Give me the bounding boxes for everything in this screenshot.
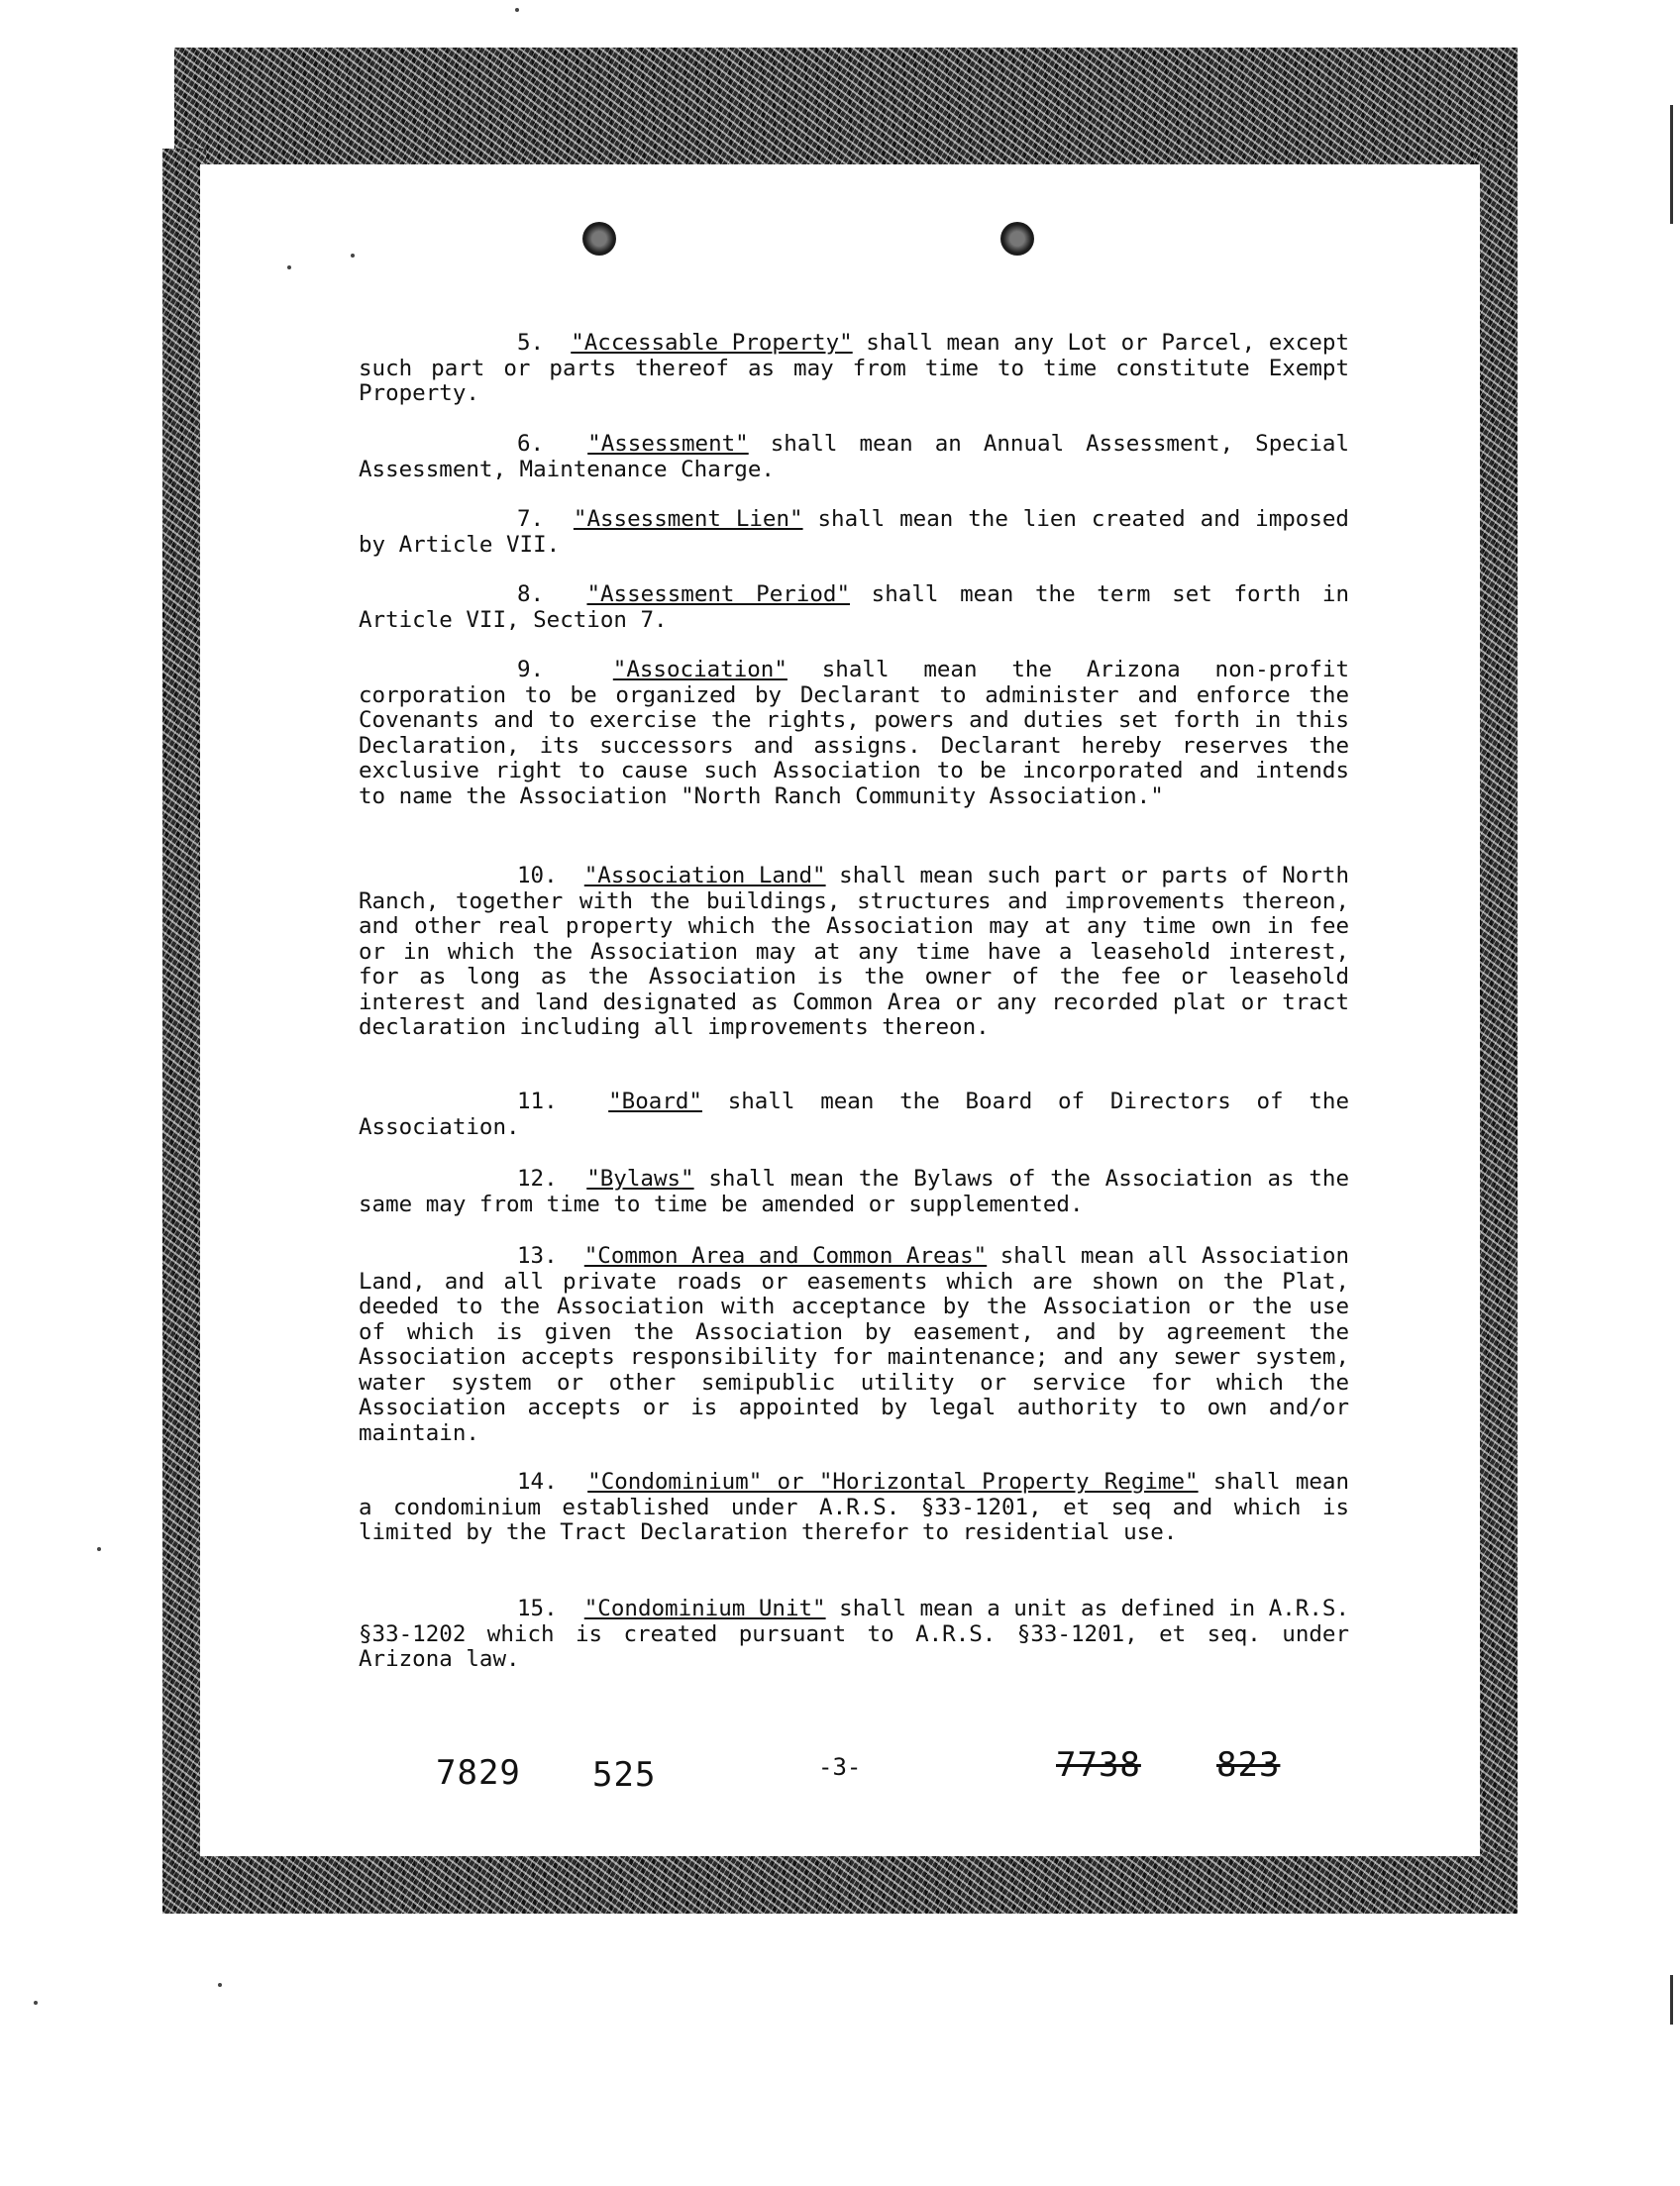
definition-number: 14. <box>517 1469 558 1495</box>
definition-number: 10. <box>517 863 558 888</box>
definition-text: shall mean the Arizona non-profit corporation to be organized by Declarant to administer and enforce the Covenants and to exercise the rights, powers and duties set forth in this Declaration, its successors and assigns. Declarant hereby reserves the exclusive right to cause such Association to be incorporated and intends to name the Association "North Ranch Community Association." <box>359 657 1349 809</box>
recording-book-number: 7829 <box>436 1753 521 1793</box>
definition-text: shall mean an Annual Assessment, Special Assessment, Maintenance Charge. <box>359 431 1349 482</box>
definition-number: 9. <box>517 657 545 682</box>
definition-term: "Bylaws" <box>586 1166 694 1192</box>
scan-speck <box>97 1547 101 1551</box>
scan-edge-mark <box>1670 1975 1673 2025</box>
punch-hole-right <box>1000 222 1034 256</box>
scan-speck <box>34 2001 38 2005</box>
recording-page-number: 525 <box>592 1755 657 1795</box>
punch-hole-left <box>582 222 616 256</box>
scan-edge-mark <box>1670 105 1673 224</box>
definition-entry <box>359 1597 1349 1673</box>
definition-text: shall mean any Lot or Parcel, except such part or parts thereof as may from time to time constitute Exempt Property. <box>359 330 1349 406</box>
definition-entry <box>359 432 1349 482</box>
struck-page-number: 823 <box>1216 1745 1281 1785</box>
definition-number: 5. <box>517 330 545 356</box>
definition-term: "Association" <box>612 657 788 682</box>
definition-text: shall mean a unit as defined in A.R.S. §33-1202 which is created pursuant to A.R.S. §33-1201, et seq. under Arizona law. <box>359 1596 1349 1672</box>
definition-number: 7. <box>517 506 545 532</box>
definition-text: shall mean such part or parts of North Ranch, together with the buildings, structures and improvements thereon, and other real property which the Association may at any time own in fee or in which the Association may at any time have a leasehold interest, for as long as the Association is the owner of the fee or leasehold interest and land designated as Common Area or any recorded plat or tract declaration including all improvements thereon. <box>359 863 1349 1040</box>
scan-speck <box>351 254 355 258</box>
definition-entry <box>359 1244 1349 1446</box>
definition-text: shall mean the term set forth in Article VII, Section 7. <box>359 581 1349 633</box>
definition-entry <box>359 1470 1349 1546</box>
definition-text: shall mean all Association Land, and all private roads or easements which are shown on the Plat, deeded to the Association with acceptance by the Association or the use of which is given the Association by easement, and by agreement the Association accepts responsibility for maintenance; and any sewer system, water system or other semipublic utility or service for which the Association accepts or is appointed by legal authority to own and/or maintain. <box>359 1243 1349 1446</box>
definition-entry <box>359 1167 1349 1217</box>
definition-entry <box>359 582 1349 633</box>
definition-entry <box>359 658 1349 809</box>
scan-border-right <box>1474 149 1518 1914</box>
scan-speck <box>515 8 519 12</box>
definition-term: "Association Land" <box>583 863 826 888</box>
definition-text: shall mean the lien created and imposed by Article VII. <box>359 506 1349 558</box>
definition-entry <box>359 1090 1349 1140</box>
definition-text: shall mean the Bylaws of the Association as the same may from time to time be amended or supplemented. <box>359 1166 1349 1217</box>
definition-term: "Condominium" or "Horizontal Property Regime" <box>587 1469 1199 1495</box>
definition-term: "Board" <box>608 1089 702 1114</box>
definition-text: shall mean the Board of Directors of the Association. <box>359 1089 1349 1140</box>
definition-term: "Assessment Period" <box>586 581 850 607</box>
definition-term: "Condominium Unit" <box>583 1596 826 1621</box>
definition-number: 11. <box>517 1089 558 1114</box>
definition-term: "Accessable Property" <box>571 330 853 356</box>
scan-speck <box>287 265 291 269</box>
definition-term: "Assessment" <box>587 431 749 457</box>
definition-entry <box>359 331 1349 407</box>
definition-number: 8. <box>517 581 545 607</box>
definition-number: 13. <box>517 1243 558 1269</box>
definition-entry <box>359 864 1349 1041</box>
definition-term: "Assessment Lien" <box>573 506 803 532</box>
struck-book-number: 7738 <box>1056 1745 1141 1785</box>
definition-number: 6. <box>517 431 545 457</box>
scan-border-top <box>174 48 1518 180</box>
definition-term: "Common Area and Common Areas" <box>583 1243 988 1269</box>
definition-number: 12. <box>517 1166 558 1192</box>
scan-speck <box>218 1983 222 1987</box>
definition-text: shall mean a condominium established under A.R.S. §33-1201, et seq and which is limited by the Tract Declaration therefor to residential use. <box>359 1469 1350 1545</box>
definition-number: 15. <box>517 1596 558 1621</box>
page-number: -3- <box>818 1753 862 1781</box>
definition-entry <box>359 507 1349 558</box>
scan-border-bottom <box>162 1852 1518 1914</box>
